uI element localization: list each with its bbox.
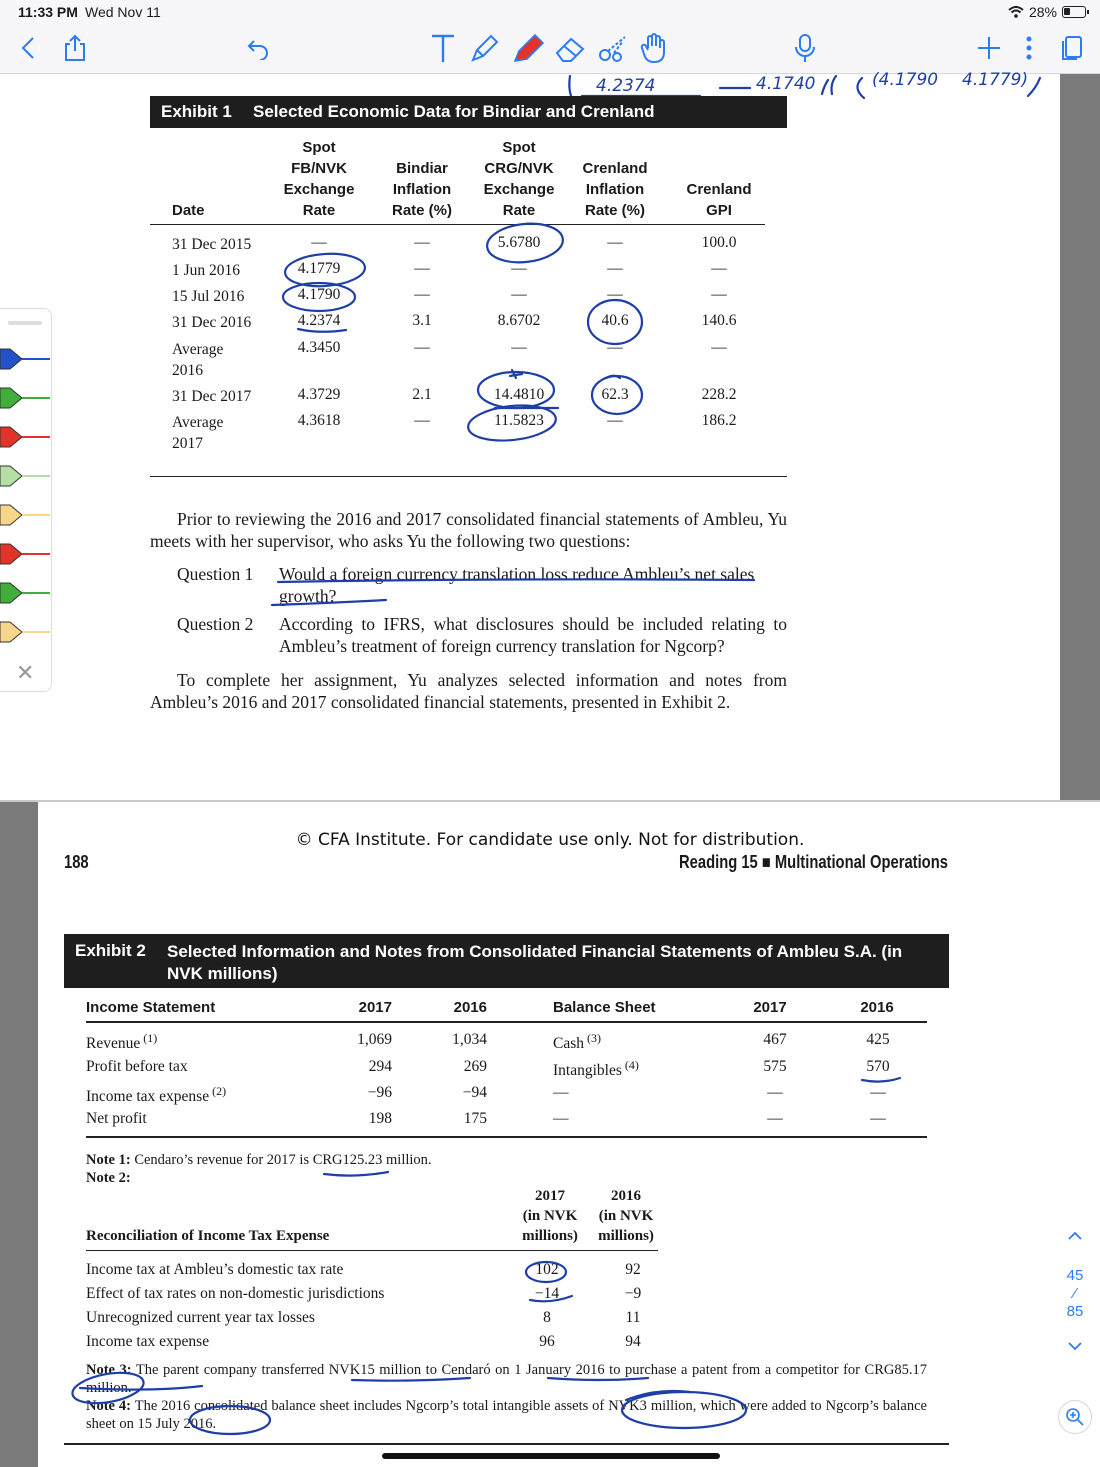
exhibit1-value-cell: — — [414, 234, 430, 251]
highlighter-icon[interactable] — [508, 32, 548, 64]
exhibit1-value-cell: 3.1 — [412, 312, 432, 329]
exhibit2-title: Selected Information and Notes from Consolidated Financial Statements of Ambleu S.A. (in NVK millions) — [167, 942, 903, 983]
exhibit2-header-cell: 2017 — [358, 999, 392, 1016]
exhibit1-value-cell: 5.6780 — [497, 234, 541, 251]
footnote-ref: (2) — [209, 1084, 227, 1098]
note3-text: The parent company transferred NVK15 million to Cendaró on 1 January 2016 to purchase a patent from a competitor for CRG85.17 million. — [86, 1362, 927, 1396]
pen-swatch-icon[interactable] — [0, 579, 50, 607]
pen-swatch-icon[interactable] — [0, 540, 50, 568]
footnote-ref: (4) — [621, 1058, 639, 1072]
recon-title: Reconciliation of Income Tax Expense — [86, 1228, 330, 1244]
exhibit1-value-cell: — — [414, 412, 430, 429]
note1-label: Note 1: — [86, 1152, 131, 1168]
exhibit1-header-rule — [150, 224, 765, 225]
recon-col-2017: millions) — [522, 1228, 578, 1244]
pen-swatch-icon[interactable] — [0, 462, 50, 490]
exhibit2-header-cell: Balance Sheet — [553, 999, 656, 1016]
income-statement-label: Revenue $^{(1)}$ — [86, 1031, 158, 1053]
exhibit1-date-cell: 15 Jul 2016 — [172, 288, 245, 305]
exhibit1-header-cell: Crenland — [686, 181, 752, 198]
eraser-icon[interactable] — [552, 32, 588, 64]
income-2016-value: −94 — [462, 1084, 487, 1101]
balance-2016-value: 425 — [866, 1031, 890, 1048]
exhibit1-header-cell: CRG/NVK — [484, 160, 554, 177]
add-page-icon[interactable] — [974, 32, 1004, 64]
more-icon[interactable] — [1020, 32, 1038, 64]
question1-text: Would a foreign currency translation loss reduce Ambleu’s net sales growth? — [279, 564, 755, 606]
income-2016-value: 1,034 — [452, 1031, 487, 1048]
exhibit1-header-cell: Inflation — [585, 181, 645, 198]
exhibit2-header-rule — [86, 1021, 927, 1023]
exhibit1-header-cell: Rate — [502, 202, 536, 219]
pen-swatch-icon[interactable] — [0, 501, 50, 529]
pen-icon[interactable] — [468, 32, 502, 64]
balance-sheet-label: — — [553, 1110, 569, 1127]
palette-handle[interactable] — [8, 321, 42, 325]
exhibit1-value-cell: 4.1790 — [297, 286, 341, 303]
note2-label: Note 2: — [86, 1170, 131, 1186]
exhibit1-header-cell: Date — [172, 202, 205, 219]
exhibit1-header-cell: Inflation — [392, 181, 452, 198]
exhibit1-value-cell: 8.6702 — [497, 312, 541, 329]
income-2016-value: 175 — [463, 1110, 487, 1127]
exhibit2-label: Exhibit 2 — [75, 941, 146, 960]
status-time: 11:33 PM — [18, 4, 78, 20]
footnote-ref: (3) — [584, 1031, 601, 1045]
exhibit1-header-cell: Spot — [502, 139, 536, 156]
recon-2016-value: 92 — [625, 1261, 641, 1278]
exhibit1-value-cell: — — [511, 339, 527, 356]
recon-header-rule — [86, 1250, 658, 1251]
income-statement-label: Net profit — [86, 1110, 147, 1127]
exhibit1-value-cell: 4.3729 — [297, 386, 341, 403]
share-icon[interactable] — [62, 32, 88, 64]
copyright-notice: © CFA Institute. For candidate use only. Not for distribution. — [295, 830, 805, 850]
page-indicator — [1062, 1267, 1088, 1321]
undo-icon[interactable] — [244, 32, 272, 64]
pen-swatch-icon[interactable] — [0, 423, 50, 451]
income-2017-value: 1,069 — [357, 1031, 392, 1048]
exhibit1-header-cell: Rate — [302, 202, 336, 219]
close-palette-icon[interactable]: ✕ — [16, 661, 35, 686]
income-statement-label: Profit before tax — [86, 1058, 188, 1075]
exhibit1-bottom-rule — [150, 476, 787, 477]
exhibit1-value-cell: 40.6 — [601, 312, 629, 329]
income-2016-value: 269 — [463, 1058, 487, 1075]
question2-text: According to IFRS, what disclosures should be included relating to Ambleu’s treatment of foreign currency translation for Ngcorp? — [279, 614, 787, 656]
exhibit1-value-cell: — — [607, 234, 623, 251]
exhibit1-header-cell: Crenland — [582, 160, 648, 177]
pen-swatch-icon[interactable] — [0, 384, 50, 412]
pen-palette — [0, 308, 52, 692]
note4-text: The 2016 consolidated balance sheet includes Ngcorp’s total intangible assets of NVK3 million, which were added to Ngcorp’s balance sheet on 15 July 2016. — [86, 1398, 927, 1432]
exhibit1-value-cell: — — [711, 339, 727, 356]
exhibit2-header-cell: 2016 — [453, 999, 487, 1016]
exhibit2-header-cell: Income Statement — [86, 999, 216, 1016]
exhibit1-value-cell: 62.3 — [601, 386, 629, 403]
exhibit1-title-bar — [150, 96, 787, 128]
exhibit1-date-cell: 1 Jun 2016 — [172, 262, 241, 279]
toolbar — [0, 24, 1100, 74]
status-bar — [0, 0, 1100, 24]
balance-2016-value: — — [870, 1110, 886, 1127]
exhibit1-value-cell: — — [607, 260, 623, 277]
page-number: 188 — [64, 852, 89, 872]
exhibit1-value-cell: — — [711, 286, 727, 303]
exhibit1-label: Exhibit 1 — [161, 102, 232, 121]
recon-col-2017: (in NVK — [522, 1208, 578, 1224]
text-tool-icon[interactable] — [428, 32, 458, 64]
income-2017-value: 294 — [368, 1058, 392, 1075]
recon-2017-value: 96 — [539, 1333, 555, 1350]
exhibit1-value-cell: 4.3450 — [297, 339, 341, 356]
income-2017-value: −96 — [367, 1084, 392, 1101]
exhibit2-header-cell: 2016 — [860, 999, 894, 1016]
note3 — [86, 1361, 927, 1397]
pen-swatch-icon[interactable] — [0, 618, 50, 646]
balance-2017-value: — — [767, 1084, 783, 1101]
exhibit1-value-cell: — — [511, 260, 527, 277]
pages-icon[interactable] — [1058, 32, 1086, 64]
paragraph-assignment: To complete her assignment, Yu analyzes selected information and notes from Ambleu’s 2016 and 2017 consolidated financial statements, presented in Exhibit 2. — [150, 670, 787, 712]
exhibit1-date-cell: 31 Dec 2016 — [172, 314, 252, 331]
exhibit1-value-cell: 228.2 — [701, 386, 737, 403]
exhibit2-table-bottom-rule — [86, 1136, 927, 1138]
note1-text: Cendaro’s revenue for 2017 is CRG125.23 million. — [134, 1152, 432, 1168]
exhibit1-date-cell: 31 Dec 2017 — [172, 388, 252, 405]
lasso-icon[interactable] — [596, 32, 632, 64]
recon-row-label: Effect of tax rates on non-domestic jurisdictions — [86, 1285, 385, 1302]
income-statement-label: Income tax expense $^{(2)}$ — [86, 1084, 227, 1106]
note3-label: Note 3: — [86, 1362, 132, 1378]
exhibit1-value-cell: — — [607, 286, 623, 303]
page-down-icon[interactable] — [1062, 1338, 1088, 1355]
recon-2016-value: −9 — [624, 1285, 642, 1302]
recon-col-2017: 2017 — [535, 1188, 565, 1204]
balance-sheet-label: Cash $^{(3)}$ — [553, 1031, 601, 1053]
battery-percent: 28% — [1028, 4, 1057, 20]
page-gutter — [1060, 74, 1100, 802]
exhibit1-date-cell: Average 2017 — [172, 414, 224, 452]
page-divider: ⁄ — [1073, 1285, 1077, 1302]
current-page: 45 — [1066, 1267, 1084, 1284]
exhibit1-value-cell: 4.1779 — [297, 260, 341, 277]
status-right — [1008, 4, 1086, 20]
recon-col-2016: 2016 — [611, 1188, 641, 1204]
exhibit1-value-cell: 186.2 — [701, 412, 737, 429]
exhibit1-header-cell: Exchange — [283, 181, 355, 198]
status-date: Wed Nov 11 — [85, 4, 161, 20]
balance-sheet-label: Intangibles $^{(4)}$ — [553, 1058, 639, 1080]
home-indicator[interactable] — [382, 1453, 720, 1459]
balance-2016-value: — — [870, 1084, 886, 1101]
footnote-ref: (1) — [140, 1031, 158, 1045]
exhibit1-header-cell: FB/NVK — [291, 160, 347, 177]
exhibit1-value-cell: — — [414, 260, 430, 277]
balance-2017-value: 575 — [763, 1058, 787, 1075]
microphone-icon[interactable] — [792, 32, 818, 64]
exhibit1-value-cell: 2.1 — [412, 386, 432, 403]
exhibit1-value-cell: — — [711, 260, 727, 277]
page-up-icon[interactable] — [1062, 1228, 1088, 1245]
note4 — [86, 1397, 927, 1433]
recon-2016-value: 11 — [625, 1309, 641, 1326]
balance-2017-value: 467 — [763, 1031, 787, 1048]
recon-2017-value: −14 — [534, 1285, 560, 1302]
battery-icon — [1062, 6, 1086, 18]
handwriting-1: 4.2374 — [596, 76, 656, 96]
handwriting-4: 4.1779) — [962, 70, 1029, 90]
wifi-icon — [1008, 6, 1024, 18]
total-pages: 85 — [1066, 1303, 1084, 1320]
exhibit1-value-cell: — — [414, 339, 430, 356]
recon-2017-value: 102 — [535, 1261, 559, 1278]
recon-row-label: Income tax at Ambleu’s domestic tax rate — [86, 1261, 344, 1278]
exhibit1-value-cell: 140.6 — [701, 312, 737, 329]
zoom-icon[interactable] — [1058, 1400, 1092, 1434]
exhibit1-value-cell: 4.2374 — [297, 312, 341, 329]
exhibit1-header-cell: Spot — [302, 139, 336, 156]
reading-header: Reading 15 ■ Multinational Operations — [679, 852, 948, 872]
exhibit1-header-cell: Rate (%) — [391, 202, 452, 219]
exhibit1-header-cell: GPI — [706, 202, 732, 219]
exhibit1-value-cell: — — [311, 234, 327, 251]
paragraph-intro: Prior to reviewing the 2016 and 2017 consolidated financial statements of Ambleu, Yu meets with her supervisor, who asks Yu the following two questions: — [150, 509, 787, 551]
exhibit1-value-cell: — — [607, 339, 623, 356]
income-2017-value: 198 — [368, 1110, 392, 1127]
recon-col-2016: millions) — [598, 1228, 654, 1244]
exhibit2-title-bar — [64, 934, 949, 988]
recon-row-label: Unrecognized current year tax losses — [86, 1309, 315, 1326]
exhibit1-value-cell: — — [511, 286, 527, 303]
exhibit1-header-cell: Exchange — [483, 181, 555, 198]
recon-row-label: Income tax expense — [86, 1333, 210, 1350]
balance-2017-value: — — [767, 1110, 783, 1127]
exhibit1-header-cell: Bindiar — [396, 160, 448, 177]
exhibit1-date-cell: 31 Dec 2015 — [172, 236, 252, 253]
exhibit2-header-cell: 2017 — [753, 999, 787, 1016]
exhibit1-value-cell: 4.3618 — [297, 412, 341, 429]
question2-label: Question 2 — [177, 614, 254, 634]
exhibit1-value-cell: 11.5823 — [494, 412, 544, 429]
exhibit1-header-cell: Rate (%) — [584, 202, 645, 219]
hand-icon[interactable] — [638, 32, 672, 64]
balance-sheet-label: — — [553, 1084, 569, 1101]
exhibit1-date-cell: Average 2016 — [172, 341, 224, 379]
page-separator — [0, 800, 1100, 802]
exhibit1-value-cell: — — [607, 412, 623, 429]
pen-swatch-icon[interactable] — [0, 345, 50, 373]
exhibit1-value-cell: 14.4810 — [493, 386, 545, 403]
exhibit1-value-cell: — — [414, 286, 430, 303]
recon-2017-value: 8 — [543, 1309, 551, 1326]
page-bottom-rule — [64, 1443, 949, 1445]
exhibit1-value-cell: 100.0 — [701, 234, 737, 251]
handwriting-3: (4.1790 — [872, 70, 939, 90]
handwriting-2: 4.1740 — [756, 74, 816, 94]
balance-2016-value: 570 — [866, 1058, 890, 1075]
recon-col-2016: (in NVK — [598, 1208, 654, 1224]
exhibit1-title: Selected Economic Data for Bindiar and Crenland — [253, 102, 655, 121]
note1 — [86, 1151, 686, 1169]
question1-label: Question 1 — [177, 564, 254, 584]
back-icon[interactable] — [16, 32, 40, 64]
note4-label: Note 4: — [86, 1398, 132, 1414]
page-gutter — [0, 802, 38, 1467]
recon-2016-value: 94 — [625, 1333, 641, 1350]
